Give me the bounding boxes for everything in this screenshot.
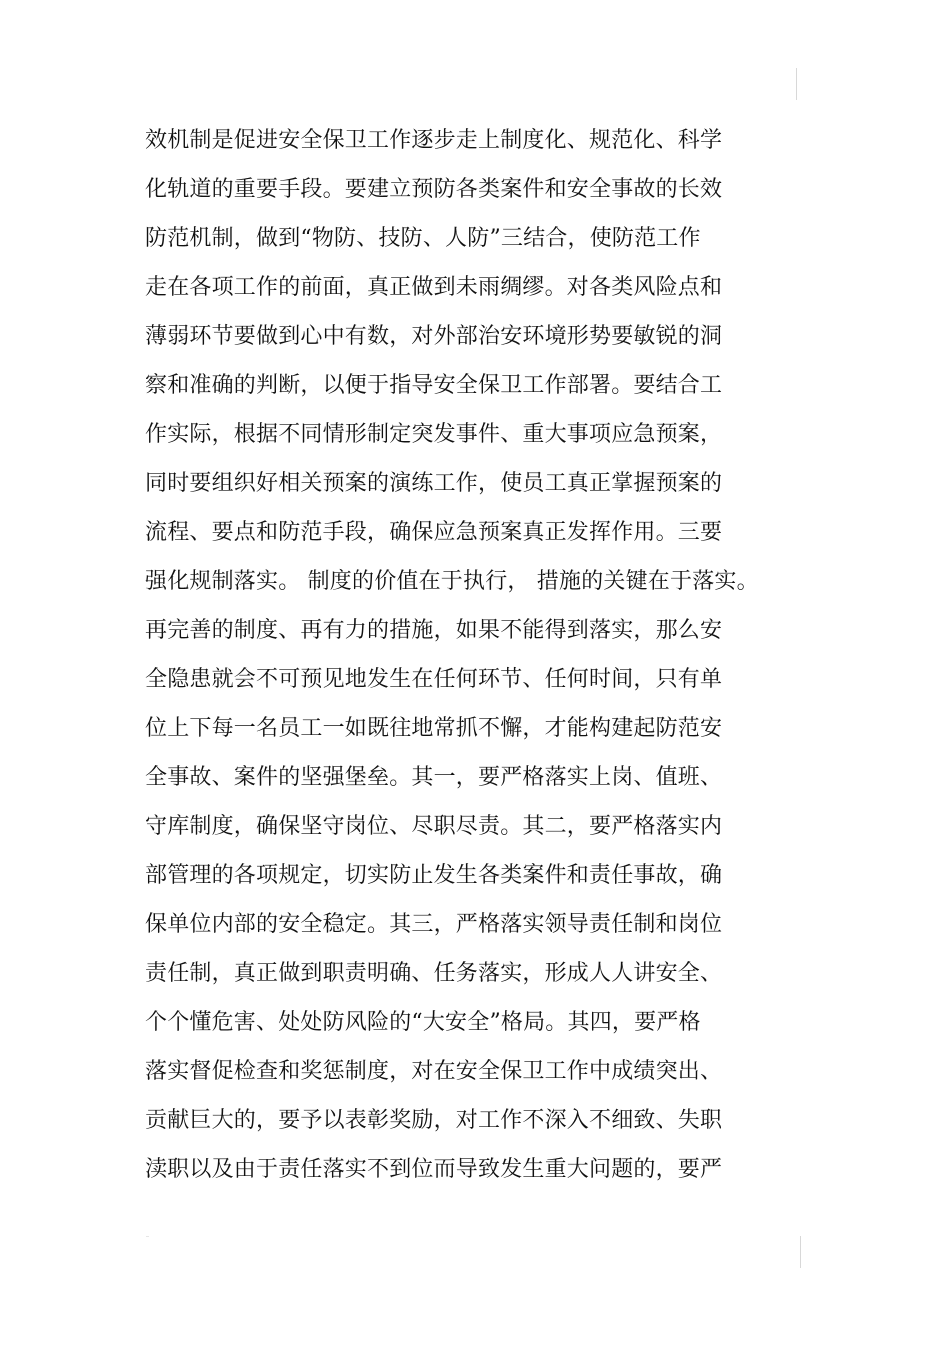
text-line: 同时要组织好相关预案的演练工作，使员工真正掌握预案的 [145,471,723,496]
text-line: 个个懂危害、处处防风险的“大安全”格局。其四，要严格 [145,1010,701,1035]
text-line: 流程、要点和防范手段，确保应急预案真正发挥作用。三要 [145,520,723,545]
text-line: 渎职以及由于责任落实不到位而导致发生重大问题的，要严 [145,1157,723,1182]
text-line: 强化规制落实。 制度的价值在于执行， 措施的关键在于落实。 [145,569,759,594]
text-line: 守库制度，确保坚守岗位、尽职尽责。其二，要严格落实内 [145,814,723,839]
text-line: 责任制，真正做到职责明确、任务落实，形成人人讲安全、 [145,961,723,986]
text-line: 保单位内部的安全稳定。其三，严格落实领导责任制和岗位 [145,912,723,937]
text-line: 部管理的各项规定，切实防止发生各类案件和责任事故，确 [145,863,723,888]
text-line: 全事故、案件的坚强堡垒。其一，要严格落实上岗、值班、 [145,765,723,790]
text-line: 落实督促检查和奖惩制度，对在安全保卫工作中成绩突出、 [145,1059,723,1084]
text-line: 贡献巨大的，要予以表彰奖励，对工作不深入不细致、失职 [145,1108,723,1133]
text-line: 防范机制，做到“物防、技防、人防”三结合，使防范工作 [145,226,701,251]
text-line: 察和准确的判断，以便于指导安全保卫工作部署。要结合工 [145,373,723,398]
text-line: 薄弱环节要做到心中有数，对外部治安环境形势要敏锐的洞 [145,324,723,349]
text-line: 全隐患就会不可预见地发生在任何环节、任何时间，只有单 [145,667,723,692]
page-corner-mark-bottom [800,1236,801,1268]
text-line: 位上下每一名员工一如既往地常抓不懈，才能构建起防范安 [145,716,723,741]
text-line: 化轨道的重要手段。要建立预防各类案件和安全事故的长效 [145,177,723,202]
text-line: 作实际，根据不同情形制定突发事件、重大事项应急预案， [145,422,723,447]
text-line: 再完善的制度、再有力的措施，如果不能得到落实，那么安 [145,618,723,643]
body-text [145,124,825,1202]
page-corner-mark-top [796,68,797,100]
text-line: 走在各项工作的前面，真正做到未雨绸缪。对各类风险点和 [145,275,723,300]
text-line: 效机制是促进安全保卫工作逐步走上制度化、规范化、科学 [145,128,723,153]
page-corner-mark-left [146,1236,149,1237]
